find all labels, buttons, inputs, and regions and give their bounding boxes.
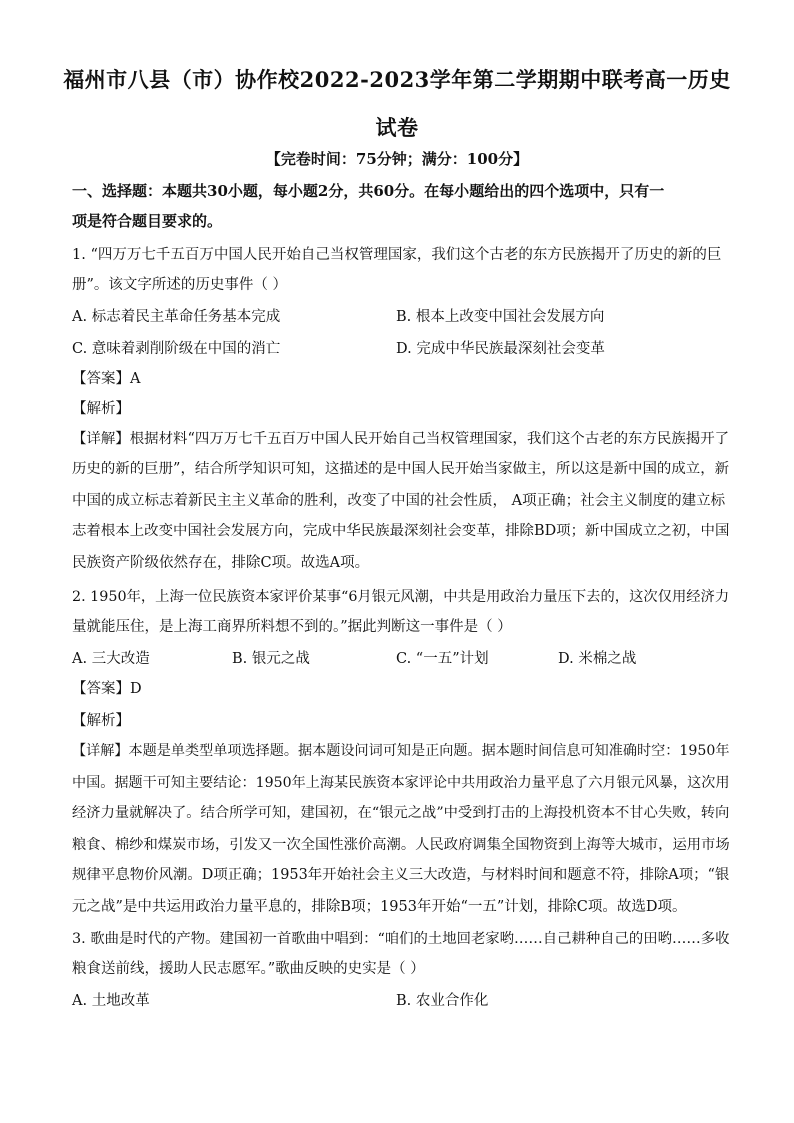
section-instructions-line1: 一、选择题：本题共30小题，每小题2分，共60分。在每小题给出的四个选项中，只有一 [72,182,665,200]
q1-detail-line4: 志着根本上改变中国社会发展方向，完成中华民族最深刻社会变革，排除BD项；新中国成立之初，中国 [72,523,730,539]
q1-detail-line1: 【详解】根据材料“四万万七千五百万中国人民开始自己当权管理国家，我们这个古老的东方民族揭开了 [72,431,730,447]
q1-option-d: D. 完成中华民族最深刻社会变革 [396,341,605,357]
q2-detail-line6: 元之战”是中共运用政治力量平息的，排除B项；1953年开始“一五”计划，排除C项。故选D项。 [72,899,687,915]
q2-option-b: B. 银元之战 [232,651,310,667]
q2-detail-line4: 粮食、棉纱和煤炭市场，引发又一次全国性涨价高潮。人民政府调集全国物资到上海等大城市，运用市场 [72,837,730,853]
q2-answer: 【答案】D [72,681,142,697]
q3-stem-line2: 粮食送前线，援助人民志愿军。”歌曲反映的史实是（ ） [72,961,425,977]
q1-detail-line5: 民族资产阶级依然存在，排除C项。故选A项。 [72,555,370,571]
q1-stem-line2: 册”。该文字所述的历史事件（ ） [72,277,288,293]
document-title-line1: 福州市八县（市）协作校2022-2023学年第二学期期中联考高一历史 [63,67,731,92]
q2-detail-line3: 经济力量就解决了。结合所学可知，建国初，在“银元之战”中受到打击的上海投机资本不甘心失败，转向 [72,805,730,821]
q2-detail-line1: 【详解】本题是单类型单项选择题。据本题设问词可知是正向题。据本题时间信息可知准确时空：1950年 [72,743,730,759]
q2-option-d: D. 米棉之战 [558,651,637,667]
q1-detail-line3: 中国的成立标志着新民主主义革命的胜利，改变了中国的社会性质， A项正确；社会主义制度的建立标 [72,493,726,509]
q1-option-a: A. 标志着民主革命任务基本完成 [72,309,281,325]
q2-detail-line5: 规律平息物价风潮。D项正确；1953年开始社会主义三大改造，与材料时间和题意不符，排除A项；“银 [72,867,730,883]
q1-option-b: B. 根本上改变中国社会发展方向 [396,309,605,325]
q3-option-b: B. 农业合作化 [396,993,489,1009]
exam-meta: 【完卷时间：75分钟；满分：100分】 [265,150,529,168]
q1-answer: 【答案】A [72,371,141,387]
q2-detail-line2: 中国。据题干可知主要结论：1950年上海某民族资本家评论中共用政治力量平息了六月银元风暴，这次用 [72,775,730,791]
q1-analysis-label: 【解析】 [72,401,130,417]
q2-analysis-label: 【解析】 [72,713,130,729]
section-instructions-line2: 项是符合题目要求的。 [72,212,223,230]
document-title-line2: 试卷 [375,115,419,140]
q2-stem-line2: 量就能压住，是上海工商界所料想不到的。”据此判断这一事件是（ ） [72,619,512,635]
q2-stem-line1: 2. 1950年，上海一位民族资本家评价某事“6月银元风潮，中共是用政治力量压下去的，这次仅用经济力 [72,589,730,605]
q3-option-a: A. 土地改革 [72,993,150,1009]
q2-option-a: A. 三大改造 [72,651,150,667]
q1-stem-line1: 1. “四万万七千五百万中国人民开始自己当权管理国家，我们这个古老的东方民族揭开了历史的新的巨 [72,247,722,263]
q1-detail-line2: 历史的新的巨册”，结合所学知识可知，这描述的是中国人民开始当家做主，所以这是新中国的成立，新 [72,461,730,477]
q1-option-c: C. 意味着剥削阶级在中国的消亡 [72,341,281,357]
q3-stem-line1: 3. 歌曲是时代的产物。建国初一首歌曲中唱到：“咱们的土地回老家哟……自己耕种自己的田哟……多收 [72,931,730,947]
q2-option-c: C. “一五”计划 [396,651,489,667]
